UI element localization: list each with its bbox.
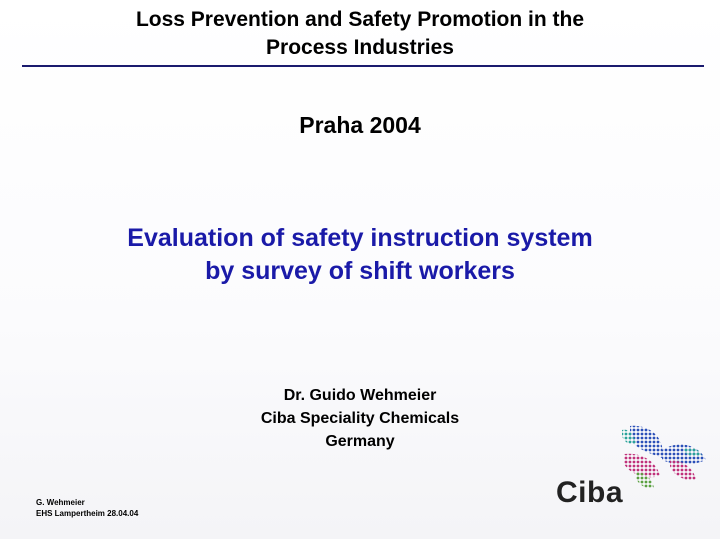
talk-title-line1: Evaluation of safety instruction system — [127, 224, 593, 252]
author-name: Dr. Guido Wehmeier — [283, 387, 437, 404]
ciba-logo-text: Ciba — [556, 476, 624, 509]
footer-author: G. Wehmeier — [36, 498, 85, 507]
header-divider — [22, 65, 704, 67]
header-title — [0, 6, 720, 62]
footer — [36, 497, 138, 519]
header-title-line1: Loss Prevention and Safety Promotion in the — [135, 8, 585, 31]
talk-title — [0, 222, 720, 288]
talk-title-line2: by survey of shift workers — [205, 257, 515, 285]
footer-location-date: EHS Lampertheim 28.04.04 — [36, 509, 139, 518]
author-company: Ciba Speciality Chemicals — [260, 410, 460, 427]
header-title-line2: Process Industries — [266, 36, 454, 59]
event-label: Praha 2004 — [299, 112, 421, 138]
author-country: Germany — [325, 433, 395, 450]
